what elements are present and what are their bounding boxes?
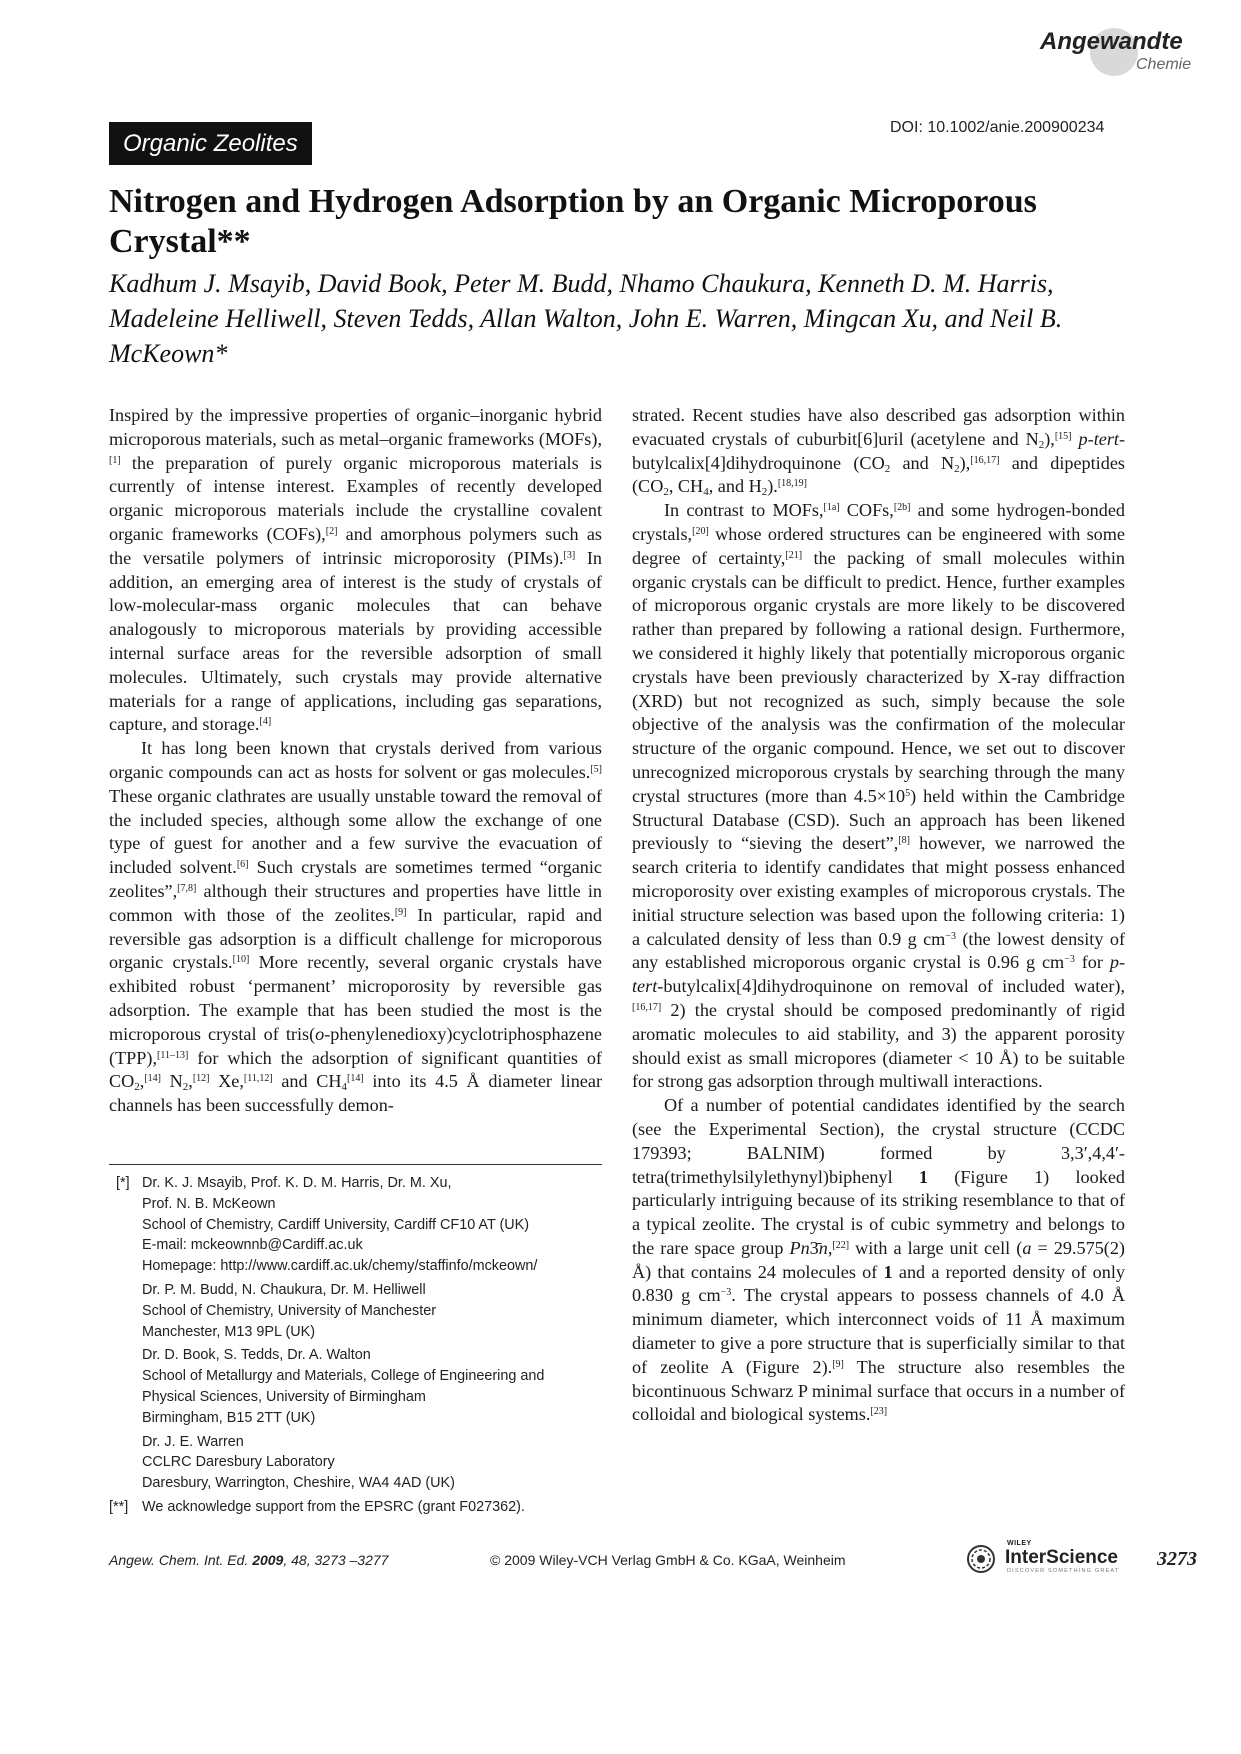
affiliation-line: CCLRC Daresbury Laboratory [142, 1454, 335, 1471]
affiliation-line: Birmingham, B15 2TT (UK) [142, 1409, 316, 1426]
page-number: 3273 [1157, 1548, 1197, 1570]
paragraph: Inspired by the impressive properties of organic–inorganic hybrid microporous materials, such as metal–organic frameworks (MOFs),[1] the preparation of purely organic microporous materials is currently of intense interest. Examples of recently developed organic microporous materials include the crystalline covalent organic frameworks (COFs),[2] and amorphous polymers such as the versatile polymers of intrinsic microporosity (PIMs).[3] In addition, an emerging area of interest is the study of crystals of low-molecular-mass organic molecules that can behave analogously to microporous materials by providing accessible internal surface areas for the reversible adsorption of small molecules. Ultimately, such crystals may provide alternative materials for a range of applications, including gas separations, capture, and storage.[4] [109, 405, 603, 735]
journal-volume-pages: , 48, 3273 –3277 [283, 1552, 389, 1568]
article-title: Nitrogen and Hydrogen Adsorption by an Organic Microporous Crystal** [109, 183, 1037, 260]
affiliation-block [109, 1173, 609, 1277]
interscience-logo [965, 1537, 1125, 1577]
body-column-right [632, 404, 1125, 1427]
journal-name: Angew. Chem. Int. Ed. [109, 1552, 249, 1568]
affiliation-block [109, 1345, 609, 1428]
affiliation-line: Dr. K. J. Msayib, Prof. K. D. M. Harris, Dr. M. Xu, [142, 1175, 452, 1191]
doi: DOI: 10.1002/anie.200900234 [890, 119, 1105, 136]
copyright: © 2009 Wiley-VCH Verlag GmbH & Co. KGaA, Weinheim [490, 1552, 846, 1568]
journal-year: 2009 [252, 1552, 284, 1568]
footnotes [109, 1173, 609, 1521]
logo-sub-text: Chemie [1136, 56, 1192, 73]
paragraph: It has long been known that crystals derived from various organic compounds can act as hosts for solvent or gas molecules.[5] These organic clathrates are usually unstable toward the removal of the included species, although some allow the exchange of one type of guest for another and a few survive the evacuation of included solvent.[6] Such crystals are sometimes termed “organic zeolites”,[7,8] although their structures and properties have little in common with those of the zeolites.[9] In particular, rapid and reversible gas adsorption is a difficult challenge for microporous organic crystals.[10] More recently, several organic crystals have exhibited robust ‘permanent’ microporosity by reversible gas adsorption. The example that has been studied the most is the microporous crystal of tris(o-phenylenedioxy)cyclotriphosphazene (TPP),[11–13] for which the adsorption of significant quantities of $CO_2,[14]$ $N_2,[12]$ Xe,[11,12] and $CH_4[14]$ into its 4.5 Å diameter linear channels has been successfully demon- [109, 738, 602, 1116]
section-tag: Organic Zeolites [109, 122, 312, 165]
affiliation-line: Dr. D. Book, S. Tedds, Dr. A. Walton [142, 1347, 371, 1364]
affiliation-line: School of Chemistry, University of Manchester [142, 1302, 437, 1319]
paragraph: Of a number of potential candidates identified by the search (see the Experimental Section), the crystal structure (CCDC 179393; BALNIM) formed by 3,3′,4,4′-tetra(trimethylsilylethynyl)biphenyl 1 (Figure 1) looked particularly intriguing because of its striking resemblance to that of a typical zeolite. The crystal is of cubic symmetry and belongs to the rare space group Pn3̄n,[22] with a large unit cell (a = 29.575(2) Å) that contains 24 molecules of 1 and a reported density of only 0.830 g $cm^{-3}$. The crystal appears to possess channels of 4.0 Å minimum diameter, which interconnect voids of 11 Å maximum diameter to give a pore structure that is superficially similar to that of zeolite A (Figure 2).[9] The structure also resembles the bicontinuous Schwarz P minimal surface that occurs in a number of colloidal and biological systems.[23] [632, 1095, 1125, 1425]
interscience-text: InterScience [1005, 1547, 1118, 1568]
affiliation-line: Manchester, M13 9PL (UK) [142, 1323, 316, 1340]
globe-icon [965, 1543, 997, 1575]
acknowledgement-text: We acknowledge support from the EPSRC (grant F027362). [142, 1498, 525, 1515]
footnote-mark: [**] [109, 1498, 129, 1515]
footnote-divider [109, 1164, 602, 1165]
affiliation-block [109, 1280, 609, 1342]
affiliation-block [109, 1432, 609, 1494]
affiliation-line: Daresbury, Warrington, Cheshire, WA4 4AD (UK) [142, 1475, 455, 1492]
acknowledgement [109, 1497, 609, 1518]
journal-citation [109, 1552, 388, 1568]
author-list: Kadhum J. Msayib, David Book, Peter M. Budd, Nhamo Chaukura, Kenneth D. M. Harris, Madeleine Helliwell, Steven Tedds, Allan Walton, John E. Warren, Mingcan Xu, and Neil B. McKeown* [109, 269, 1063, 368]
paragraph: In contrast to MOFs,[1a] COFs,[2b] and some hydrogen-bonded crystals,[20] whose ordered structures can be engineered with some degree of certainty,[21] the packing of small molecules within organic crystals can be difficult to predict. Hence, further examples of microporous organic crystals are more likely to be discovered rather than prepared by following a rational design. Furthermore, we considered it highly likely that potentially microporous organic crystals have been previously characterized by X-ray diffraction (XRD) but not recognized as such, simply because the sole objective of the analysis was the confirmation of the molecular structure of the organic compound. Hence, we set out to discover unrecognized microporous crystals by searching through the many crystal structures (more than $4.5\times 10^5$) held within the Cambridge Structural Database (CSD). Such an approach has been likened previously to “sieving the desert”,[8] however, we narrowed the search criteria to identify candidates that might possess enhanced microporosity over existing examples of microporous crystals. The initial structure selection was based upon the following criteria: 1) a calculated density of less than 0.9 g $cm^{-3}$ (the lowest density of any established microporous organic crystal is 0.96 g $cm^{-3}$ for p-tert-butylcalix[4]dihydroquinone on removal of included water),[16,17] 2) the crystal should be composed predominantly of rigid aromatic molecules to aid stability, and 3) the apparent porosity should exist as small micropores (diameter < 10 Å) to be suitable for strong gas adsorption through multiwall interactions. [632, 500, 1125, 1092]
body-column-left [109, 404, 602, 1118]
interscience-tagline: DISCOVER SOMETHING GREAT [1007, 1568, 1120, 1574]
affiliation-line: Dr. P. M. Budd, N. Chaukura, Dr. M. Helliwell [142, 1281, 426, 1298]
journal-logo [1040, 22, 1220, 82]
affiliation-line: School of Chemistry, Cardiff University, Cardiff CF10 AT (UK) [142, 1216, 530, 1233]
affiliation-line: Prof. N. B. McKeown [142, 1195, 276, 1212]
homepage-link[interactable]: Homepage: http://www.cardiff.ac.uk/chemy/staffinfo/mckeown/ [142, 1258, 538, 1275]
affiliation-line: School of Metallurgy and Materials, College of Engineering and [142, 1368, 545, 1385]
paragraph: strated. Recent studies have also described gas adsorption within evacuated crystals of cuburbit[6]uril (acetylene and $N_2),[15]$ p-tert-butylcalix[4]dihydroquinone ($CO_2$ and $N_2),[16,17]$ and dipeptides ($CO_2$, $CH_4$, and $H_2).[18,19]$ [632, 405, 1126, 499]
logo-main-text: Angewandte [1040, 28, 1183, 55]
affiliation-line: Physical Sciences, University of Birmingham [142, 1388, 426, 1405]
affiliation-line: Dr. J. E. Warren [142, 1433, 244, 1450]
email-link[interactable]: E-mail: mckeownnb@Cardiff.ac.uk [142, 1237, 363, 1254]
footnote-mark: [*] [116, 1175, 130, 1191]
wiley-text: WILEY [1007, 1540, 1032, 1547]
